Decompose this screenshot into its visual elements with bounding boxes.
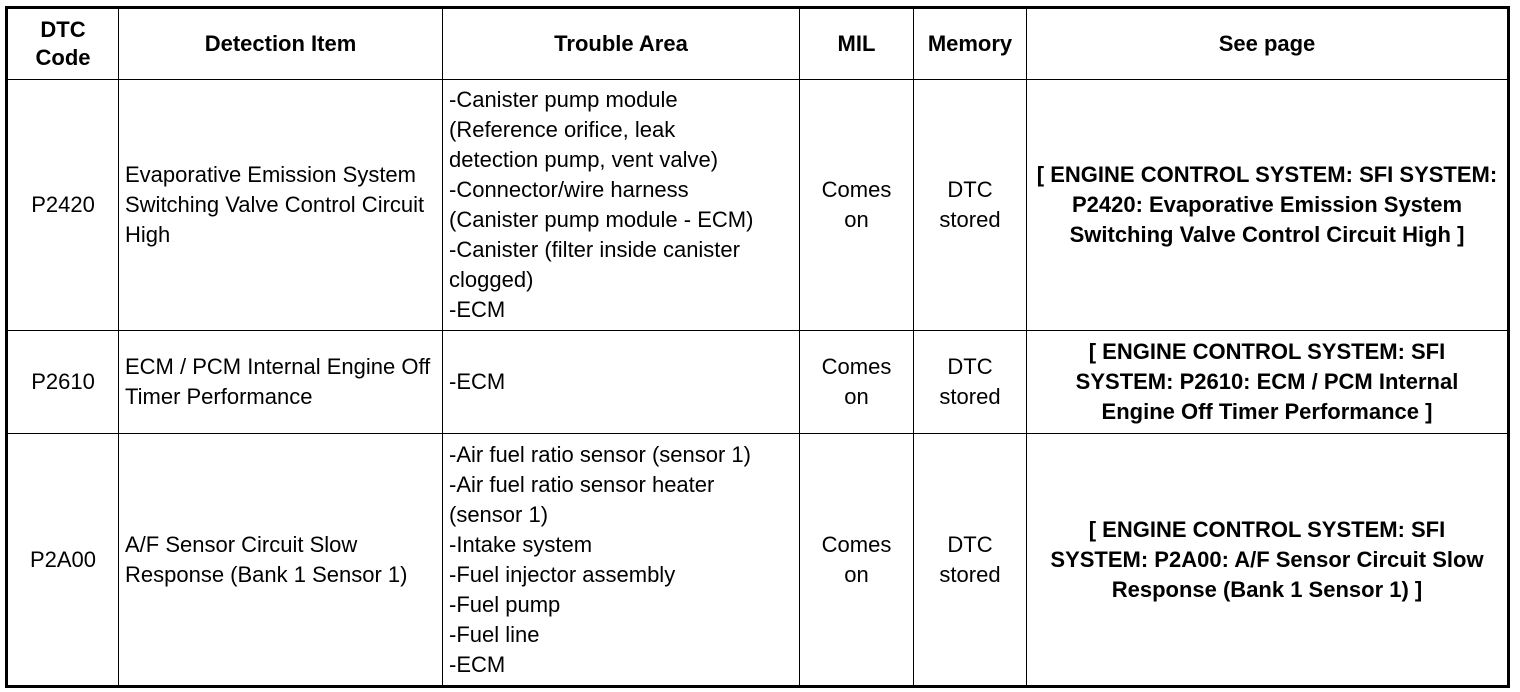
memory-cell: DTC stored	[914, 331, 1027, 434]
trouble-area-line: -Canister (filter inside canister	[449, 237, 740, 262]
header-trouble-area: Trouble Area	[443, 8, 800, 80]
header-dtc-code: DTC Code	[7, 8, 119, 80]
trouble-area-line: (Reference orifice, leak	[449, 117, 676, 142]
trouble-area-cell	[443, 434, 800, 687]
trouble-area-line: detection pump, vent valve)	[449, 147, 719, 172]
trouble-area-line: -Air fuel ratio sensor (sensor 1)	[449, 441, 751, 467]
trouble-area-cell	[443, 80, 800, 331]
see-page-link[interactable]: [ ENGINE CONTROL SYSTEM: SFI SYSTEM: P2420: Evaporative Emission System Switching Valve Control Circuit High ]	[1027, 80, 1509, 331]
memory-cell: DTC stored	[914, 80, 1027, 331]
trouble-area-line: -ECM	[449, 651, 506, 677]
header-detection-item: Detection Item	[119, 8, 443, 80]
table-row	[7, 434, 1509, 687]
trouble-area-line: -Fuel pump	[449, 591, 561, 617]
memory-cell: DTC stored	[914, 434, 1027, 687]
trouble-area-line: -Air fuel ratio sensor heater	[449, 471, 715, 497]
mil-cell: Comes on	[800, 434, 914, 687]
mil-cell: Comes on	[800, 80, 914, 331]
header-mil: MIL	[800, 8, 914, 80]
trouble-area-line: -Intake system	[449, 531, 593, 557]
trouble-area-line: clogged)	[449, 267, 534, 292]
trouble-area-line: -Fuel injector assembly	[449, 561, 676, 587]
mil-cell: Comes on	[800, 331, 914, 434]
detection-item-cell: Evaporative Emission System Switching Valve Control Circuit High	[119, 80, 443, 331]
header-row	[7, 8, 1509, 80]
header-see-page: See page	[1027, 8, 1509, 80]
dtc-code-cell: P2420	[7, 80, 119, 331]
see-page-link[interactable]: [ ENGINE CONTROL SYSTEM: SFI SYSTEM: P2A00: A/F Sensor Circuit Slow Response (Bank 1 Sensor 1) ]	[1027, 434, 1509, 687]
trouble-area-line: (Canister pump module - ECM)	[449, 207, 754, 232]
trouble-area-line: -Fuel line	[449, 621, 540, 647]
dtc-code-cell: P2A00	[7, 434, 119, 687]
table-row	[7, 331, 1509, 434]
detection-item-cell: A/F Sensor Circuit Slow Response (Bank 1 Sensor 1)	[119, 434, 443, 687]
see-page-link[interactable]: [ ENGINE CONTROL SYSTEM: SFI SYSTEM: P2610: ECM / PCM Internal Engine Off Timer Performance ]	[1027, 331, 1509, 434]
table-row	[7, 80, 1509, 331]
trouble-area-line: (sensor 1)	[449, 501, 549, 527]
trouble-area-line: -ECM	[449, 297, 506, 322]
header-memory: Memory	[914, 8, 1027, 80]
trouble-area-line: -Connector/wire harness	[449, 177, 689, 202]
trouble-area-cell	[443, 331, 800, 434]
trouble-area-line: -Canister pump module	[449, 87, 678, 112]
detection-item-cell: ECM / PCM Internal Engine Off Timer Performance	[119, 331, 443, 434]
dtc-table	[5, 6, 1510, 688]
trouble-area-line: -ECM	[449, 369, 506, 394]
dtc-code-cell: P2610	[7, 331, 119, 434]
